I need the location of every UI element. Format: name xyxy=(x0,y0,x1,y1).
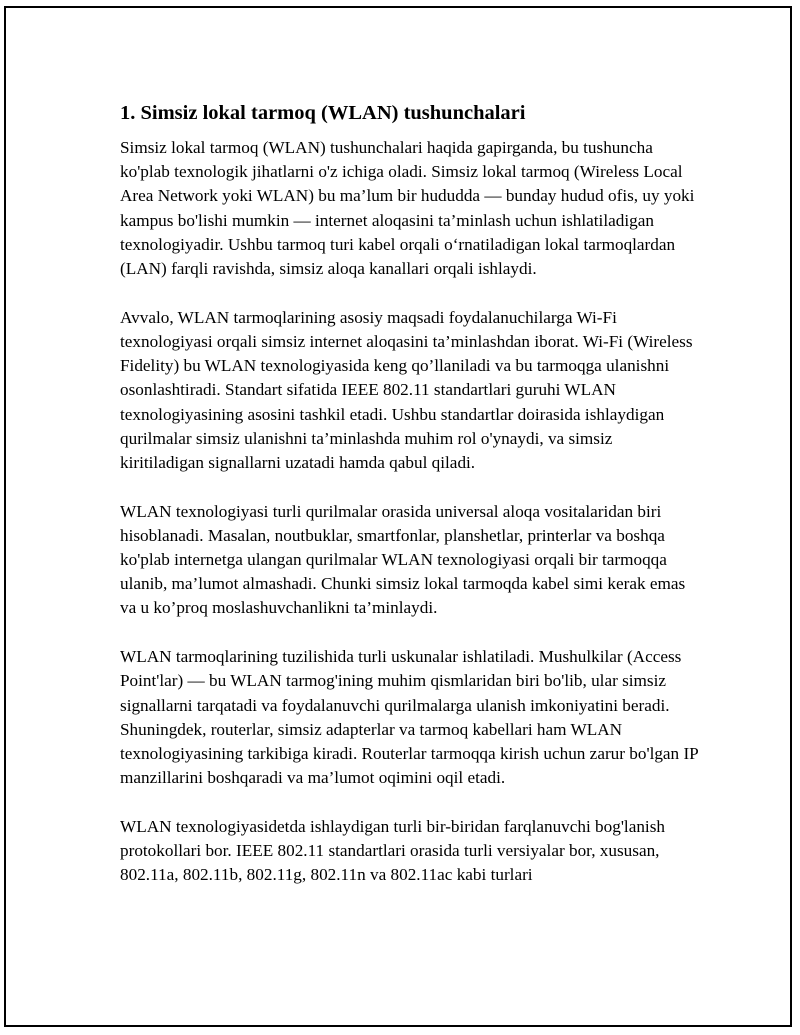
section-heading: 1. Simsiz lokal tarmoq (WLAN) tushunchalari xyxy=(120,102,526,124)
document-body xyxy=(120,100,700,912)
paragraph-2: Avvalo, WLAN tarmoqlarining asosiy maqsadi foydalanuchilarga Wi-Fi texnologiyasi orqali simsiz internet aloqasini ta’minlashdan iborat. Wi-Fi (Wireless Fidelity) bu WLAN texnologiyasida keng qo’llaniladi va bu tarmoqga ulanishni osonlashtiradi. Standart sifatida IEEE 802.11 standartlari guruhi WLAN texnologiyasining asosini tashkil etadi. Ushbu standartlar doirasida ishlaydigan qurilmalar simsiz ulanishni ta’minlashda muhim rol o'ynaydi, va simsiz kiritiladigan signallarni uzatadi hamda qabul qiladi. xyxy=(120,307,693,472)
paragraph-3: WLAN texnologiyasi turli qurilmalar orasida universal aloqa vositalaridan biri hisoblanadi. Masalan, noutbuklar, smartfonlar, planshetlar, printerlar va boshqa ko'plab internetga ulangan qurilmalar WLAN texnologiyasi orqali bir tarmoqqa ulanib, ma’lumot almashadi. Chunki simsiz lokal tarmoqda kabel simi kerak emas va u ko’proq moslashuvchanlikni ta’minlaydi. xyxy=(120,501,686,618)
paragraph-5: WLAN texnologiyasidetda ishlaydigan turli bir-biridan farqlanuvchi bog'lanish protokollari bor. IEEE 802.11 standartlari orasida turli versiyalar bor, xususan, 802.11a, 802.11b, 802.11g, 802.11n va 802.11ac kabi turlari xyxy=(120,816,665,885)
page-border xyxy=(4,6,792,1027)
paragraph-4: WLAN tarmoqlarining tuzilishida turli uskunalar ishlatiladi. Mushulkilar (Access Point'lar) — bu WLAN tarmog'ining muhim qismlaridan biri bo'lib, ular simsiz signallarni tarqatadi va foydalanuvchi qurilmalarga ulanish imkoniyatini beradi. Shuningdek, routerlar, simsiz adapterlar va tarmoq kabellari ham WLAN texnologiyasining tarkibiga kiradi. Routerlar tarmoqqa kirish uchun zarur bo'lgan IP manzillarini boshqaradi va ma’lumot oqimini oqil etadi. xyxy=(120,647,699,788)
paragraph-1: Simsiz lokal tarmoq (WLAN) tushunchalari haqida gapirganda, bu tushuncha ko'plab texnologik jihatlarni o'z ichiga oladi. Simsiz lokal tarmoq (Wireless Local Area Network yoki WLAN) bu ma’lum bir hududda — bunday hudud ofis, uy yoki kampus bo'lishi mumkin — internet aloqasini ta’minlash uchun ishlatiladigan texnologiyadir. Ushbu tarmoq turi kabel orqali o‘rnatiladigan lokal tarmoqlardan (LAN) farqli ravishda, simsiz aloqa kanallari orqali ishlaydi. xyxy=(120,138,695,279)
